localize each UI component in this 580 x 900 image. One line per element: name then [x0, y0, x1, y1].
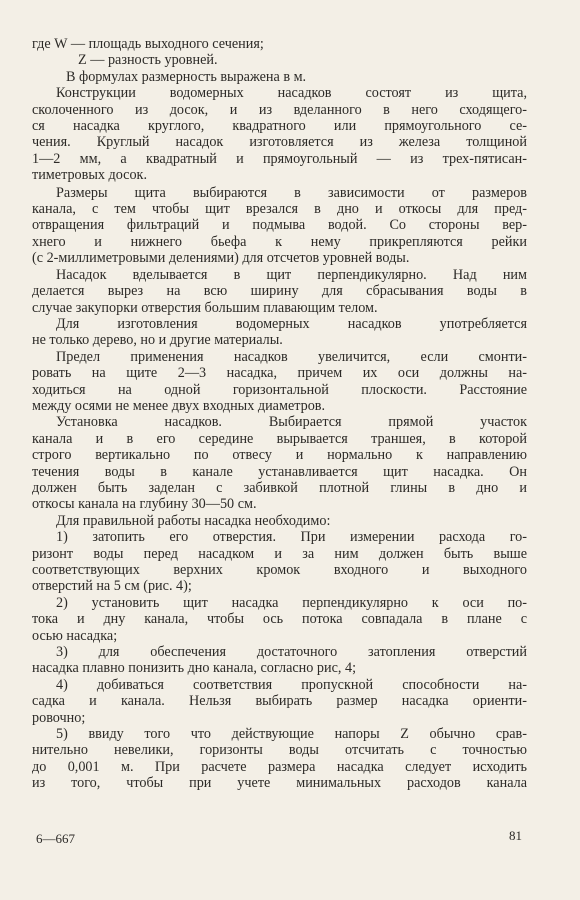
text-line: В формулах размерность выражена в м.	[66, 68, 307, 85]
text-line: Для изготовления водомерных насадков употребляется	[56, 315, 527, 332]
text-line: канала, с тем чтобы щит врезался в дно и откосы для пред-	[32, 201, 527, 218]
text-line: ровать на щите 2—3 насадка, причем их оси должны на-	[32, 365, 527, 382]
page-number: 81	[509, 828, 522, 843]
text-line: Предел применения насадков увеличится, если смонти-	[56, 348, 527, 365]
text-line: сколоченного из досок, и из вделанного в него сходящего-	[32, 101, 527, 118]
list-item-line: 2) установить щит насадка перпендикулярно к оси по-	[56, 594, 527, 611]
text-line: из того, чтобы при учете минимальных расходов канала	[32, 775, 527, 792]
text-line: канала и в его середине вырывается траншея, в которой	[32, 430, 527, 447]
list-item-line: 4) добиваться соответствия пропускной способности на-	[56, 676, 527, 693]
list-item-line: 3) для обеспечения достаточного затопления отверстий	[56, 644, 527, 661]
text-line: Для правильной работы насадка необходимо:	[56, 512, 331, 529]
text-line: должен быть заделан с забивкой плотной глины в дно и	[32, 479, 527, 496]
text-line: насадка плавно понизить дно канала, согласно рис, 4;	[32, 660, 357, 677]
text-line: откосы канала на глубину 30—50 см.	[32, 496, 257, 513]
text-line: ровочно;	[32, 709, 86, 726]
text-line: Насадок вделывается в щит перпендикулярно. Над ним	[56, 266, 527, 283]
text-line: где W — площадь выходного сечения;	[32, 36, 264, 52]
text-line: осью насадка;	[32, 627, 118, 644]
text-line: чения. Круглый насадок изготовляется из железа толщиной	[32, 134, 527, 151]
text-line: ся насадка круглого, квадратного или прямоугольного се-	[32, 118, 527, 135]
list-item-line: 5) ввиду того что действующие напоры Z обычно срав-	[56, 726, 527, 743]
text-line: Размеры щита выбираются в зависимости от размеров	[56, 184, 527, 201]
text-line: (с 2-миллиметровыми делениями) для отсчетов уровней воды.	[32, 250, 410, 267]
text-line: тока и дну канала, чтобы ось потока совпадала в плане с	[32, 611, 527, 628]
text-line: отвращения фильтраций и подмыва водой. Со стороны вер-	[32, 217, 527, 234]
text-line: 1—2 мм, а квадратный и прямоугольный — из трех-пятисан-	[32, 150, 527, 167]
body-text	[32, 36, 527, 792]
text-line: нительно невелики, горизонты воды отсчитать с точностью	[32, 742, 527, 759]
text-line: случае закупорки отверстия большим плавающим телом.	[32, 299, 378, 316]
text-line: до 0,001 м. При расчете размера насадка следует исходить	[32, 758, 527, 775]
text-line: ходиться на одной горизонтальной плоскости. Расстояние	[32, 381, 527, 398]
list-item-line: 1) затопить его отверстия. При измерении расхода го-	[56, 529, 527, 546]
text-line: течения воды в канале устанавливается щит насадка. Он	[32, 463, 527, 480]
text-line: ризонт воды перед насадком и за ним должен быть выше	[32, 545, 527, 562]
text-line: тиметровых досок.	[32, 167, 147, 184]
text-line: садка и канала. Нельзя выбирать размер насадка ориенти-	[32, 693, 527, 710]
text-line: Конструкции водомерных насадков состоят из щита,	[56, 85, 527, 102]
text-line: делается вырез на всю ширину для сбрасывания воды в	[32, 283, 527, 300]
text-line: Z — разность уровней.	[78, 52, 218, 69]
text-line: не только дерево, но и другие материалы.	[32, 332, 283, 349]
printer-signature: 6—667	[36, 831, 75, 846]
section-heading-line: Установка насадков. Выбирается прямой участок	[56, 414, 527, 431]
text-line: между осями не менее двух входных диаметров.	[32, 397, 326, 414]
text-line: отверстий на 5 см (рис. 4);	[32, 578, 192, 595]
text-line: соответствующих верхних кромок входного и выходного	[32, 562, 527, 578]
text-line: строго вертикально по отвесу и нормально к направлению	[32, 447, 527, 464]
text-line: хнего и нижнего бьефа к нему прикрепляются рейки	[32, 233, 527, 250]
